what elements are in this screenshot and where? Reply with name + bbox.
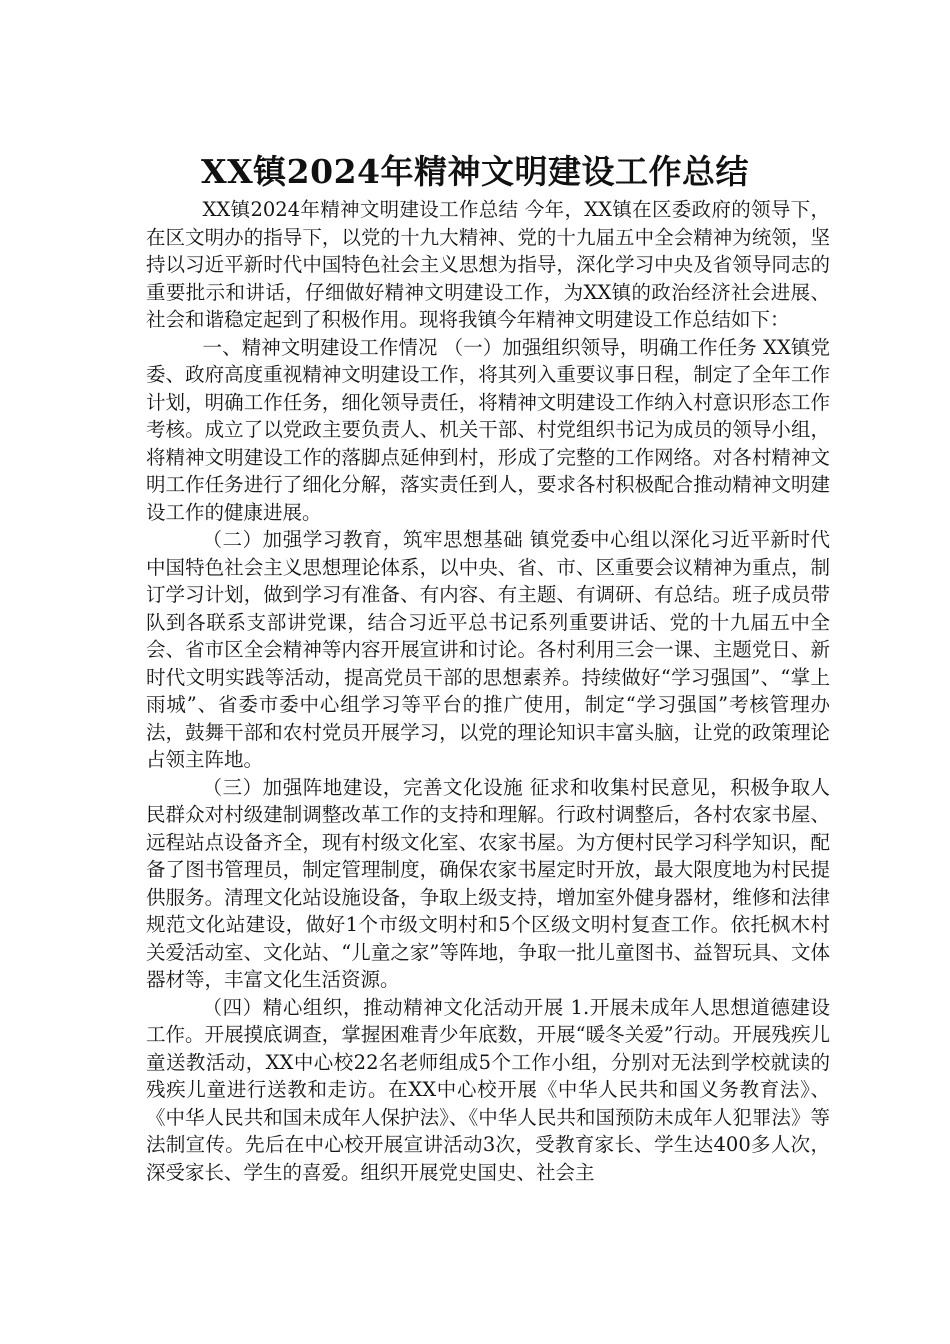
paragraph-section-3: （三）加强阵地建设，完善文化设施 征求和收集村民意见，积极争取人民群众对村级建制调整改革工作的支持和理解。行政村调整后，各村农家书屋、远程站点设备齐全，现有村级文化室、农家书屋。为方便村民学习科学知识，配备了图书管理员，制定管理制度，确保农家书屋定时开放，最大限度地为村民提供服务。清理文化站设施设备，争取上级支持，增加室外健身器材，维修和法律规范文化站建设，做好1个市级文明村和5个区级文明村复查工作。依托枫木村关爱活动室、文化站、“儿童之家”等阵地，争取一批儿童图书、益智玩具、文体器材等，丰富文化生活资源。 (146, 775, 830, 991)
paragraph-section-1: 一、精神文明建设工作情况 （一）加强组织领导，明确工作任务 XX镇党委、政府高度重视精神文明建设工作，将其列入重要议事日程，制定了全年工作计划，明确工作任务，细化领导责任，将精神文明建设工作纳入村意识形态工作考核。成立了以党政主要负责人、机关干部、村党组织书记为成员的领导小组，将精神文明建设工作的落脚点延伸到村，形成了完整的工作网络。对各村精神文明工作任务进行了细化分解，落实责任到人，要求各村积极配合推动精神文明建设工作的健康进展。 (146, 335, 830, 524)
paragraph-section-4: （四）精心组织，推动精神文化活动开展 1.开展未成年人思想道德建设工作。开展摸底调查，掌握困难青少年底数，开展“暖冬关爱”行动。开展残疾儿童送教活动，XX中心校22名老师组成5个工作小组，分别对无法到学校就读的残疾儿童进行送教和走访。在XX中心校开展《中华人民共和国义务教育法》、《中华人民共和国未成年人保护法》、《中华人民共和国预防未成年人犯罪法》等法制宣传。先后在中心校开展宣讲活动3次，受教育家长、学生达400多人次，深受家长、学生的喜爱。组织开展党史国史、社会主 (146, 995, 830, 1184)
paragraph-intro: XX镇2024年精神文明建设工作总结 今年，XX镇在区委政府的领导下，在区文明办的指导下，以党的十九大精神、党的十九届五中全会精神为统领，坚持以习近平新时代中国特色社会主义思想为指导，深化学习中央及省领导同志的重要批示和讲话，仔细做好精神文明建设工作，为XX镇的政治经济社会进展、社会和谐稳定起到了积极作用。现将我镇今年精神文明建设工作总结如下： (146, 198, 830, 331)
document-body (146, 196, 830, 1186)
paragraph-section-2: （二）加强学习教育，筑牢思想基础 镇党委中心组以深化习近平新时代中国特色社会主义思想理论体系，以中央、省、市、区重要会议精神为重点，制订学习计划，做到学习有准备、有内容、有主题、有调研、有总结。班子成员带队到各联系支部讲党课，结合习近平总书记系列重要讲话、党的十九届五中全会、省市区全会精神等内容开展宣讲和讨论。各村利用三会一课、主题党日、新时代文明实践等活动，提高党员干部的思想素养。持续做好“学习强国”、“掌上雨城”、省委市委中心组学习等平台的推广使用，制定“学习强国”考核管理办法，鼓舞干部和农村党员开展学习，以党的理论知识丰富头脑，让党的政策理论占领主阵地。 (146, 528, 830, 771)
document-title: XX镇2024年精神文明建设工作总结 (200, 152, 750, 192)
